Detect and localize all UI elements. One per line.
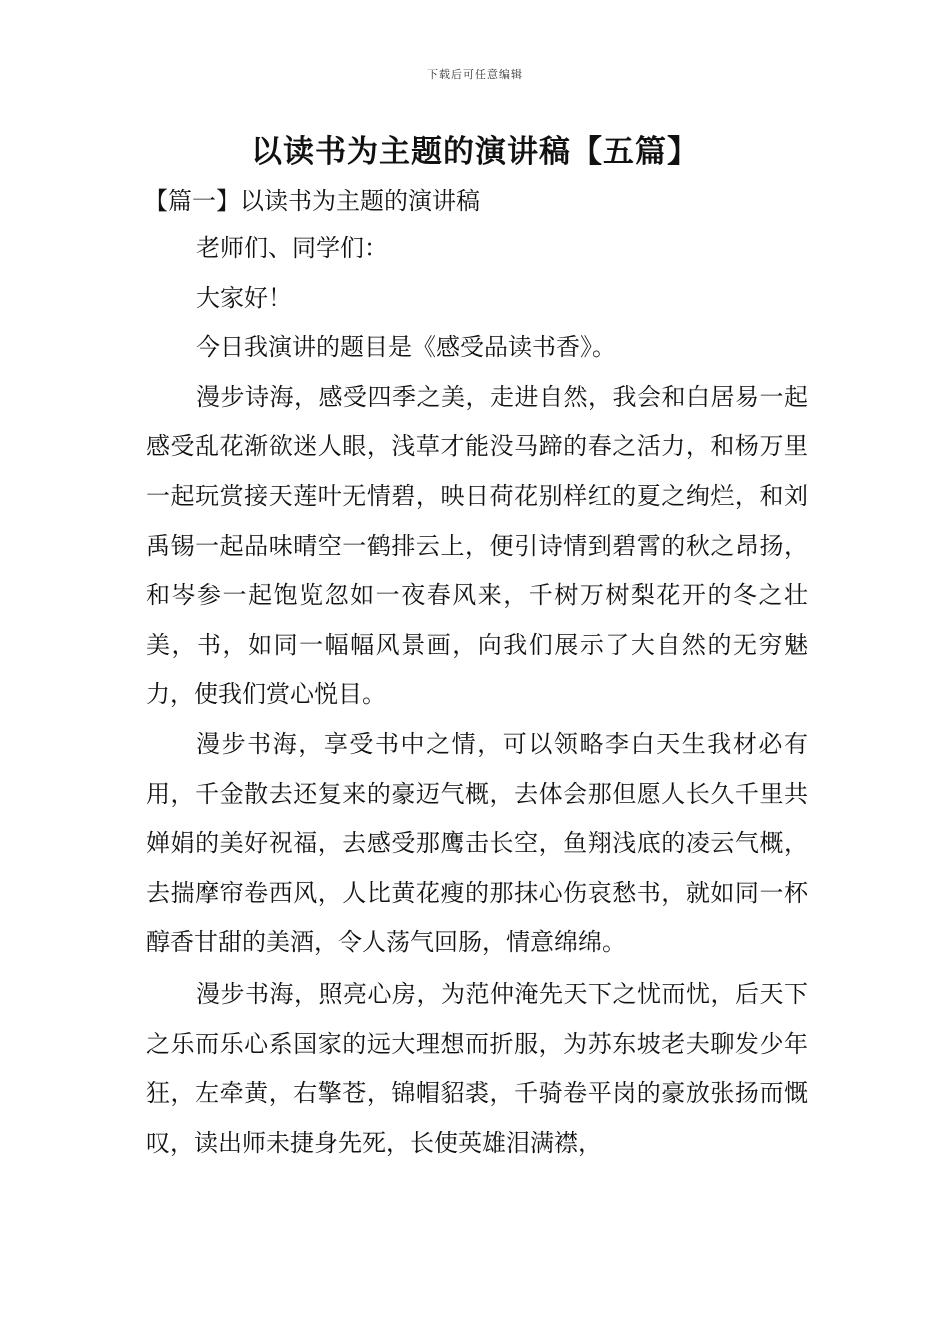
- paragraph-seasons: 漫步诗海，感受四季之美，走进自然，我会和白居易一起感受乱花渐欲迷人眼，浅草才能没马蹄的春之活力，和杨万里一起玩赏接天莲叶无情碧，映日荷花别样红的夏之绚烂，和刘禹锡一起品味晴空一鹤排云上，便引诗情到碧霄的秋之昂扬，和岑参一起饱览忽如一夜春风来，千树万树梨花开的冬之壮美，书，如同一幅幅风景画，向我们展示了大自然的无穷魅力，使我们赏心悦目。: [146, 382, 808, 709]
- paragraph-ideals: 漫步书海，照亮心房，为范仲淹先天下之忧而忧，后天下之乐而乐心系国家的远大理想而折服，为苏东坡老夫聊发少年狂，左牵黄，右擎苍，锦帽貂裘，千骑卷平岗的豪放张扬而慨叹，读出师未捷身先死，长使英雄泪满襟，: [146, 979, 808, 1157]
- paragraph-topic: 今日我演讲的题目是《感受品读书香》。: [196, 333, 616, 362]
- header-note: 下载后可任意编辑: [427, 68, 523, 81]
- paragraph-greeting: 大家好！: [196, 283, 292, 312]
- paragraph-emotions: 漫步书海，享受书中之情，可以领略李白天生我材必有用，千金散去还复来的豪迈气概，去体会那但愿人长久千里共婵娟的美好祝福，去感受那鹰击长空，鱼翔浅底的凌云气概，去揣摩帘卷西风，人比黄花瘦的那抹心伤哀愁书，就如同一杯醇香甘甜的美酒，令人荡气回肠，情意绵绵。: [146, 729, 808, 957]
- paragraph-salutation: 老师们、同学们：: [196, 234, 388, 262]
- section-heading: 【篇一】以读书为主题的演讲稿: [144, 187, 480, 215]
- document-body: [146, 178, 808, 1168]
- document-title: 以读书为主题的演讲稿【五篇】: [251, 134, 699, 170]
